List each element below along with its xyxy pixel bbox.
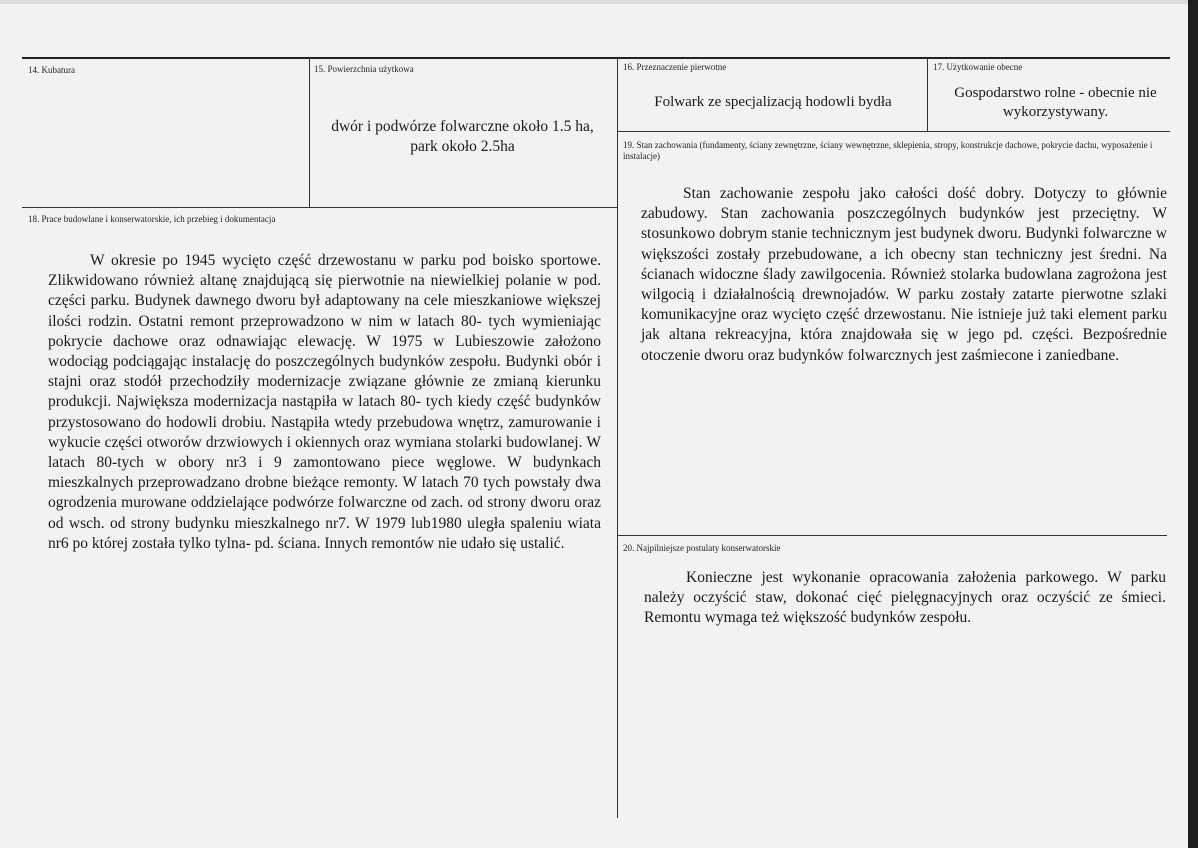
divider-14-15 xyxy=(309,58,310,208)
field-14-label: 14. Kubatura xyxy=(28,65,75,75)
divider-top-left-bottom xyxy=(22,207,617,208)
scan-top-edge xyxy=(0,0,1198,4)
field-18-label: 18. Prace budowlane i konserwatorskie, ich przebieg i dokumentacja xyxy=(28,214,276,224)
form-top-border xyxy=(22,57,1170,59)
field-15-value: dwór i podwórze folwarczne około 1.5 ha, park około 2.5ha xyxy=(331,118,594,155)
field-18-text: W okresie po 1945 wycięto część drzewostanu w parku pod boisko sportowe. Zlikwidowano również altanę znajdującą się pierwotnie na niewielkiej polanie w pod. części parku. Budynek dawnego dworu był adaptowany na cele mieszkaniowe większej ilości rodzin. Ostatni remont przeprowadzono w nim w latach 80- tych wymieniając pokrycie dachowe oraz odnawiając elewację. W 1975 w Lubieszowie założono wodociąg podciągając instalację do poszczególnych budynków zespołu. Budynki obór i stajni oraz stodół przechodziły modernizacje związane głównie ze zmianą kierunku produkcji. Największa modernizacja nastąpiła w latach 80- tych kiedy część budynków przystosowano do hodowli drobiu. Nastąpiła wtedy przebudowa wnętrz, zamurowanie i wykucie części otworów drzwiowych i okiennych oraz wymiana stolarki budowlanej. W latach 80-tych w obory nr3 i 9 zamontowano piece węglowe. W budynkach mieszkalnych przeprowadzano drobne bieżące remonty. W latach 70 tych powstały dwa ogrodzenia murowane oddzielające podwórze folwarczne od zach. od strony dworu oraz od wsch. od strony budynku mieszkalnego nr7. W 1979 lub1980 uległa spaleniu wiata nr6 po której została tylko tylna- pd. ściana. Innych remontów nie udało się ustalić. xyxy=(48,252,601,552)
center-divider xyxy=(617,58,618,818)
field-16-value: Folwark ze specjalizacją hodowli bydła xyxy=(654,94,892,110)
field-20-label: 20. Najpilniejsze postulaty konserwatorskie xyxy=(623,543,781,553)
field-20-text: Konieczne jest wykonanie opracowania założenia parkowego. W parku należy oczyścić staw, dokonać cięć pielęgnacyjnych oraz oczyścić ze śmieci. Remontu wymaga też większość budynków zespołu. xyxy=(644,569,1166,627)
divider-17-19 xyxy=(617,131,1170,132)
field-15-label: 15. Powierzchnia użytkowa xyxy=(314,64,414,74)
divider-16-17 xyxy=(927,58,928,132)
field-17-label: 17. Użytkowanie obecne xyxy=(933,62,1023,72)
field-17-value: Gospodarstwo rolne - obecnie nie wykorzystywany. xyxy=(954,85,1157,120)
scan-right-edge xyxy=(1188,0,1198,848)
field-19-label: 19. Stan zachowania (fundamenty, ściany zewnętrzne, ściany wewnętrzne, sklepienia, stropy, konstrukcje dachowe, pokrycie dachu, wyposażenie i instalacje) xyxy=(623,140,1153,161)
divider-19-20 xyxy=(617,535,1167,536)
field-19-text: Stan zachowanie zespołu jako całości dość dobry. Dotyczy to głównie zabudowy. Stan zachowania poszczególnych budynków jest przeciętny. W stosunkowo dobrym stanie technicznym jest budynek dworu. Budynki folwarczne w większości zostały przebudowane, a ich obecny stan techniczny jest średni. Na ścianach widoczne ślady zawilgocenia. Również stolarka budowlana zagrożona jest wilgocią i działalnością drewnojadów. W parku zostały zatarte pierwotne szlaki komunikacyjne oraz wycięto część drzewostanu. Nie istnieje już taki element parku jak altana rekreacyjna, która znajdowała się w jego pd. części. Bezpośrednie otoczenie dworu oraz budynków folwarcznych jest zaśmiecone i zaniedbane. xyxy=(641,185,1167,364)
field-16-label: 16. Przeznaczenie pierwotne xyxy=(623,62,727,72)
